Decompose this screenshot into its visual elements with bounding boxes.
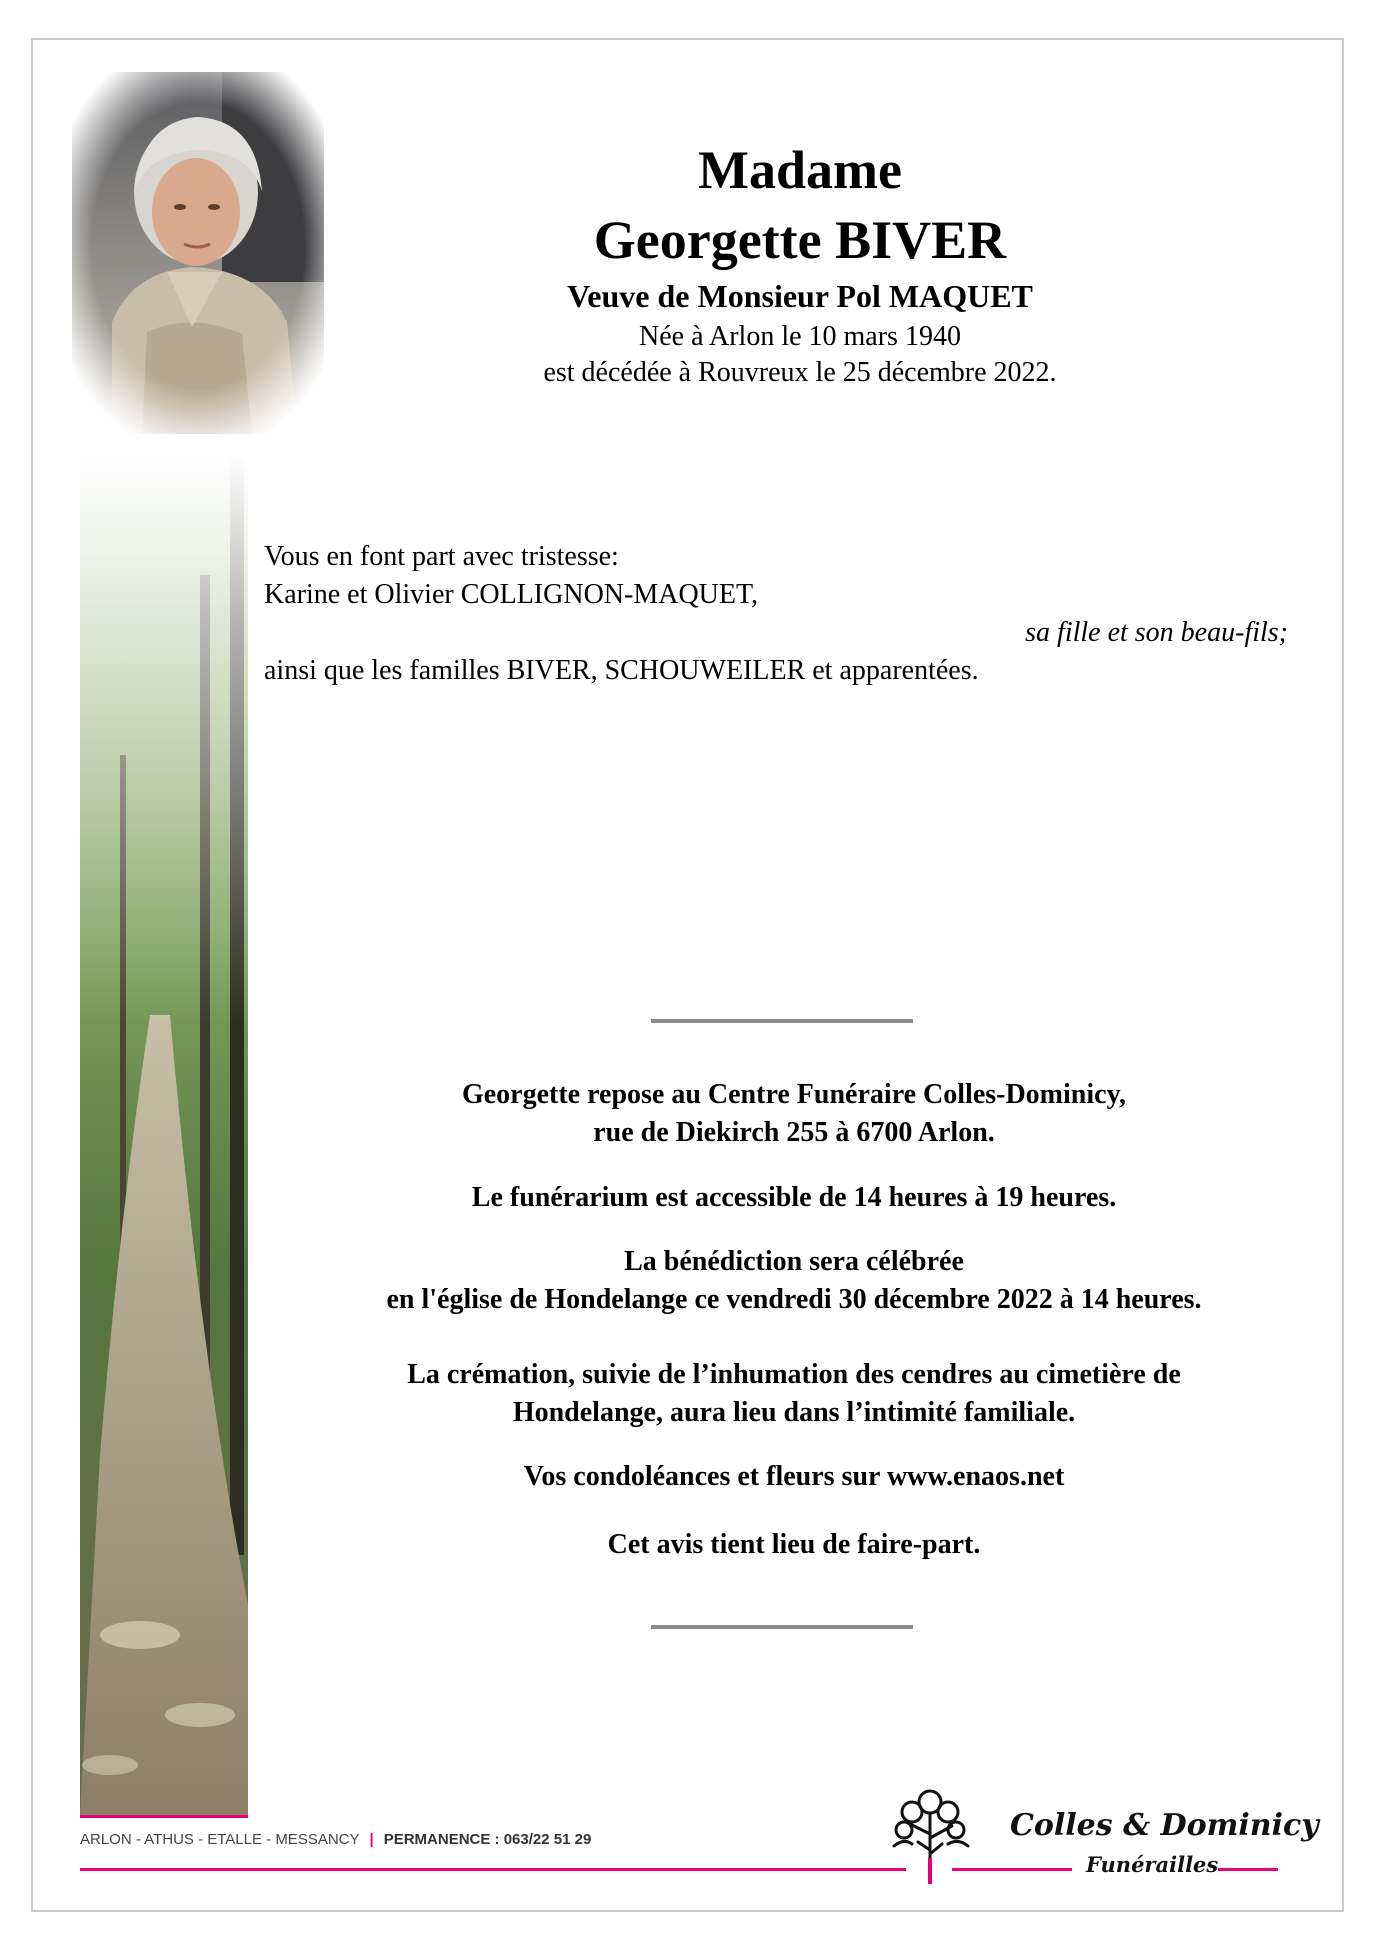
footer-line-right	[1218, 1868, 1278, 1871]
cremation-line-1: La crémation, suivie de l’inhumation des cendres au cimetière de	[407, 1359, 1181, 1390]
portrait-photo	[72, 72, 324, 434]
condolences-line: Vos condoléances et fleurs sur www.enaos.net	[523, 1461, 1065, 1492]
logo-name: Colles & Dominicy	[1010, 1808, 1319, 1843]
separator-bottom	[651, 1625, 913, 1629]
separator-top	[651, 1019, 913, 1023]
repose-line-2: rue de Diekirch 255 à 6700 Arlon.	[593, 1117, 995, 1148]
deceased-name: Georgette BIVER	[593, 210, 1007, 270]
repose-line-1: Georgette repose au Centre Funéraire Colles-Dominicy,	[461, 1079, 1127, 1110]
birth-line: Née à Arlon le 10 mars 1940	[639, 321, 961, 352]
footer-permanence: PERMANENCE : 063/22 51 29	[383, 1831, 592, 1848]
family-others: ainsi que les familles BIVER, SCHOUWEILER et apparentées.	[264, 655, 979, 686]
footer-contact	[80, 1831, 591, 1848]
footer-locations: ARLON - ATHUS - ETALLE - MESSANCY	[80, 1831, 360, 1848]
title-madame: Madame	[698, 140, 902, 200]
access-line: Le funérarium est accessible de 14 heures à 19 heures.	[471, 1182, 1117, 1213]
blessing-line-2: en l'église de Hondelange ce vendredi 30 décembre 2022 à 14 heures.	[386, 1284, 1202, 1315]
family-block	[264, 538, 1288, 690]
footer-line-left	[80, 1868, 906, 1871]
family-relation: sa fille et son beau-fils;	[1025, 617, 1288, 648]
accent-bar	[80, 1815, 248, 1818]
tree-icon	[884, 1788, 976, 1888]
death-line: est décédée à Rouvreux le 25 décembre 2022.	[543, 357, 1057, 388]
forest-path-image	[80, 455, 248, 1815]
footer-divider: |	[369, 1831, 374, 1848]
spouse-line: Veuve de Monsieur Pol MAQUET	[567, 278, 1033, 314]
family-intro: Vous en font part avec tristesse:	[264, 541, 619, 572]
logo-subtitle: Funérailles	[1086, 1852, 1219, 1877]
notice-note: Cet avis tient lieu de faire-part.	[607, 1529, 981, 1560]
cremation-line-2: Hondelange, aura lieu dans l’intimité familiale.	[512, 1397, 1076, 1428]
family-members: Karine et Olivier COLLIGNON-MAQUET,	[264, 579, 759, 610]
blessing-line-1: La bénédiction sera célébrée	[624, 1246, 964, 1277]
